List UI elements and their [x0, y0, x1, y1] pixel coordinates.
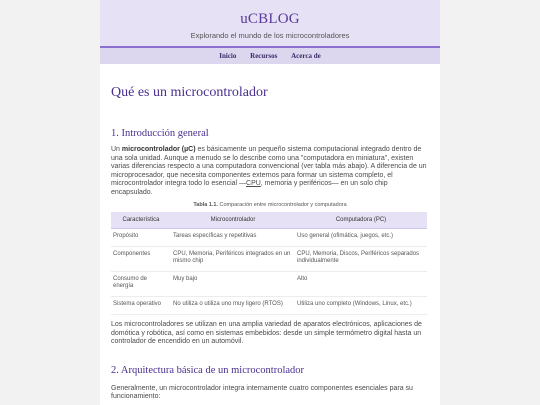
- site-header: [100, 0, 440, 46]
- table-cell: CPU, Memoria, Discos, Periféricos separados individualmente: [295, 247, 427, 272]
- main-nav: [100, 46, 440, 64]
- usage-paragraph: Los microcontroladores se utilizan en una amplia variedad de aparatos electrónicos, aplicaciones de domótica y robótica, así como en sistemas embebidos: desde un simple termómetro digital hasta un controlador de encendido en un automóvil.: [111, 321, 422, 345]
- intro-text-mid: es básicamente un pequeño sistema computacional integrado dentro de una sola unidad. Aunque a menudo se lo describe como una "computadora en miniatura", existen varias diferencias respecto a una computadora convencional (ver tabla más abajo). A diferencia de un microprocesador, que necesita componentes externos para formar un sistema completo, el microcontrolador integra todo lo esencial —: [111, 146, 427, 187]
- table-cell: No utiliza o utiliza uno muy ligero (RTOS): [171, 297, 295, 315]
- table-row: [111, 297, 427, 315]
- nav-item-acerca-de[interactable]: Acerca de: [291, 52, 321, 60]
- site-title[interactable]: uCBLOG: [240, 11, 300, 27]
- table-header-row: [111, 212, 427, 229]
- table-cell: Componentes: [111, 247, 171, 272]
- table-cell: Utiliza uno completo (Windows, Linux, etc.): [295, 297, 427, 315]
- table-caption-label: Tabla 1.1.: [193, 202, 218, 208]
- architecture-paragraph: Generalmente, un microcontrolador integra internamente cuatro componentes esenciales para su funcionamiento:: [111, 384, 413, 400]
- table-header-cell: Computadora (PC): [295, 212, 427, 229]
- section-heading-introduccion: 1. Introducción general: [111, 128, 209, 139]
- table-cell: Uso general (ofimática, juegos, etc.): [295, 229, 427, 247]
- intro-paragraph: [111, 146, 429, 197]
- nav-item-inicio[interactable]: Inicio: [219, 52, 237, 60]
- comparison-table: [111, 212, 427, 315]
- table-row: [111, 272, 427, 297]
- table-header-cell: Microcontrolador: [171, 212, 295, 229]
- intro-text-end: , memoria y periféricos— en un solo chip encapsulado.: [111, 180, 388, 196]
- nav-item-recursos[interactable]: Recursos: [250, 52, 278, 60]
- article: [100, 85, 440, 402]
- section-heading-arquitectura: 2. Arquitectura básica de un microcontrolador: [111, 364, 305, 376]
- table-cell: CPU, Memoria, Periféricos integrados en un mismo chip: [171, 247, 295, 272]
- article-title: Qué es un microcontrolador: [111, 85, 268, 100]
- cpu-link[interactable]: CPU: [246, 180, 261, 187]
- site-subtitle: Explorando el mundo de los microcontroladores: [190, 31, 350, 40]
- intro-term-bold: microcontrolador (µC): [121, 146, 196, 153]
- table-cell: Muy bajo: [171, 272, 295, 297]
- table-row: [111, 247, 427, 272]
- page: [100, 0, 440, 405]
- table-header-cell: Característica: [111, 212, 171, 229]
- table-cell: Sistema operativo: [111, 297, 171, 315]
- table-cell: Tareas específicas y repetitivas: [171, 229, 295, 247]
- table-cell: Consumo de energía: [111, 272, 171, 297]
- table-cell: Propósito: [111, 229, 171, 247]
- table-caption-text: Comparación entre microcontrolador y computadora: [217, 202, 347, 208]
- table-caption: [111, 202, 429, 208]
- table-row: [111, 229, 427, 247]
- table-cell: Alto: [295, 272, 427, 297]
- intro-text-start: Un: [111, 146, 122, 153]
